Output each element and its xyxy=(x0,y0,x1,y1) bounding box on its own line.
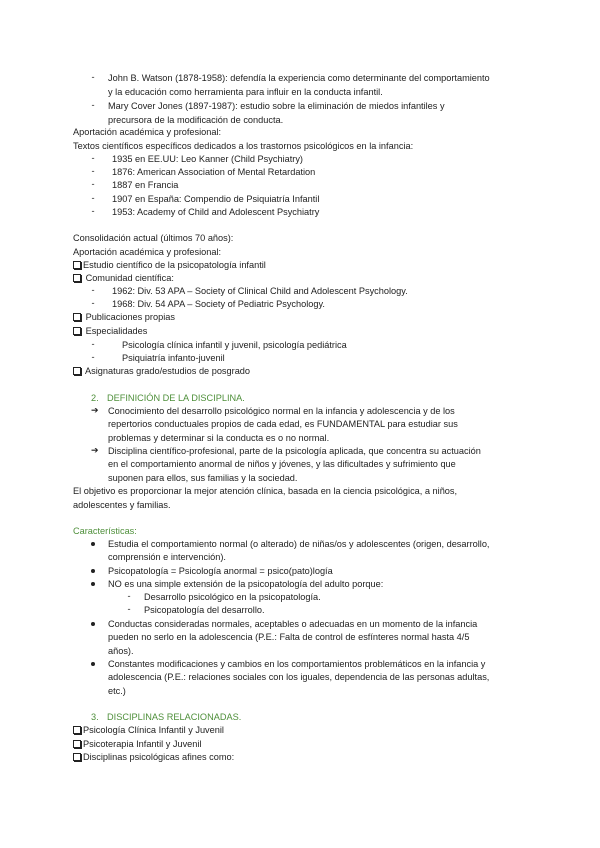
section-2-heading xyxy=(91,392,245,404)
checkbox-label: Estudio científico de la psicopatología infantil xyxy=(83,260,266,270)
dash-bullet: - xyxy=(91,352,95,362)
dot-bullet xyxy=(91,582,95,586)
definicion-2-line-1: Disciplina científico-profesional, parte de la psicología aplicada, que concentra su actuación xyxy=(108,446,481,456)
checkbox-bullet-icon xyxy=(73,753,81,761)
dash-bullet: - xyxy=(91,100,95,110)
checkbox-item xyxy=(73,724,224,736)
checkbox-label: Comunidad científica: xyxy=(85,273,174,283)
checkbox-label: Asignaturas grado/estudios de posgrado xyxy=(85,366,251,376)
dash-bullet: - xyxy=(91,339,95,349)
objetivo-line-2: adolescentes y familias. xyxy=(73,500,171,510)
checkbox-label: Publicaciones propias xyxy=(85,312,175,322)
checkbox-label: Disciplinas psicológicas afines como: xyxy=(83,752,235,762)
dash-bullet: - xyxy=(127,604,131,614)
dash-bullet: - xyxy=(91,166,95,176)
section-3-heading xyxy=(91,711,241,723)
checkbox-label: Psicoterapia Infantil y Juvenil xyxy=(83,739,202,749)
checkbox-item xyxy=(73,751,234,763)
definicion-1-line-3: problemas y determinar si la conducta es o no normal. xyxy=(108,433,330,443)
texto-item: 1876: American Association of Mental Retardation xyxy=(112,167,316,177)
caracteristica-5-line-2: adolescencia (P.E.: relaciones sociales con los iguales, dependencia de las personas adultas, xyxy=(108,672,490,682)
caracteristica-3-sub: Desarrollo psicológico en la psicopatología. xyxy=(144,592,321,602)
checkbox-item xyxy=(73,325,147,337)
objetivo-line-1: El objetivo es proporcionar la mejor atención clínica, basada en la ciencia psicológica, a niños, xyxy=(73,486,458,496)
section-number: 2. xyxy=(91,393,99,403)
caracteristica-1-line-1: Estudia el comportamiento normal (o alterado) de niñas/os y adolescentes (origen, desarrollo, xyxy=(108,539,490,549)
caracteristicas-heading: Características: xyxy=(73,526,137,536)
checkbox-bullet-icon xyxy=(73,367,81,375)
texto-item: 1887 en Francia xyxy=(112,180,179,190)
dash-bullet: - xyxy=(91,179,95,189)
definicion-1-line-1: Conocimiento del desarrollo psicológico normal en la infancia y adolescencia y de los xyxy=(108,406,455,416)
dot-bullet xyxy=(91,662,95,666)
texto-item: 1935 en EE.UU: Leo Kanner (Child Psychiatry) xyxy=(112,154,303,164)
especialidad-item: Psicología clínica infantil y juvenil, psicología pediátrica xyxy=(122,340,347,350)
caracteristica-4-line-1: Conductas consideradas normales, aceptables o adecuadas en un momento de la infancia xyxy=(108,619,478,629)
checkbox-bullet-icon xyxy=(73,726,81,734)
checkbox-item xyxy=(73,738,201,750)
jones-line-1: Mary Cover Jones (1897-1987): estudio sobre la eliminación de miedos infantiles y xyxy=(108,101,445,111)
section-title: DISCIPLINAS RELACIONADAS. xyxy=(107,712,242,722)
section-title: DEFINICIÓN DE LA DISCIPLINA. xyxy=(107,393,245,403)
texto-item: 1907 en España: Compendio de Psiquiatría Infantil xyxy=(112,194,320,204)
arrow-bullet-icon: ➔ xyxy=(91,405,99,415)
definicion-2-line-2: en el comportamiento anormal de niños y jóvenes, y las dificultades y sufrimiento que xyxy=(108,459,456,469)
definicion-1-line-2: repertorios conductuales propios de cada edad, es FUNDAMENTAL para estudiar sus xyxy=(108,419,458,429)
checkbox-bullet-icon xyxy=(73,327,81,335)
caracteristica-5-line-3: etc.) xyxy=(108,686,126,696)
caracteristica-2: Psicopatología = Psicología anormal = psico(pato)logía xyxy=(108,566,333,576)
checkbox-item xyxy=(73,259,266,271)
definicion-2-line-3: suponen para ellos, sus familias y la sociedad. xyxy=(108,473,298,483)
checkbox-bullet-icon xyxy=(73,274,81,282)
consolidacion-aportacion: Aportación académica y profesional: xyxy=(73,247,222,257)
checkbox-bullet-icon xyxy=(73,261,81,269)
checkbox-item xyxy=(73,272,174,284)
textos-heading: Textos científicos específicos dedicados a los trastornos psicológicos en la infancia: xyxy=(73,141,414,151)
caracteristica-1-line-2: comprensión e intervención). xyxy=(108,552,226,562)
dot-bullet xyxy=(91,622,95,626)
dash-bullet: - xyxy=(91,285,95,295)
division-item: 1962: Div. 53 APA – Society of Clinical Child and Adolescent Psychology. xyxy=(112,286,408,296)
texto-item: 1953: Academy of Child and Adolescent Psychiatry xyxy=(112,207,320,217)
caracteristica-4-line-3: años). xyxy=(108,646,134,656)
watson-line-1: John B. Watson (1878-1958): defendía la experiencia como determinante del comportamiento xyxy=(108,73,490,83)
dash-bullet: - xyxy=(91,193,95,203)
dash-bullet: - xyxy=(91,206,95,216)
consolidacion-heading: Consolidación actual (últimos 70 años): xyxy=(73,233,234,243)
checkbox-label: Psicología Clínica Infantil y Juvenil xyxy=(83,725,224,735)
checkbox-label: Especialidades xyxy=(85,326,148,336)
dash-bullet: - xyxy=(91,153,95,163)
dot-bullet xyxy=(91,542,95,546)
dash-bullet: - xyxy=(91,298,95,308)
checkbox-bullet-icon xyxy=(73,740,81,748)
section-number: 3. xyxy=(91,712,99,722)
dot-bullet xyxy=(91,569,95,573)
caracteristica-3-sub: Psicopatología del desarrollo. xyxy=(144,605,265,615)
dash-bullet: - xyxy=(91,72,95,82)
arrow-bullet-icon: ➔ xyxy=(91,445,99,455)
division-item: 1968: Div. 54 APA – Society of Pediatric Psychology. xyxy=(112,299,325,309)
jones-line-2: precursora de la modificación de conducta. xyxy=(108,115,284,125)
dash-bullet: - xyxy=(127,591,131,601)
aportacion-heading: Aportación académica y profesional: xyxy=(73,127,222,137)
watson-line-2: y la educación como herramienta para influir en la conducta infantil. xyxy=(108,87,383,97)
caracteristica-5-line-1: Constantes modificaciones y cambios en los comportamientos problemáticos en la infancia y xyxy=(108,659,486,669)
checkbox-bullet-icon xyxy=(73,313,81,321)
checkbox-item xyxy=(73,311,175,323)
especialidad-item: Psiquiatría infanto-juvenil xyxy=(122,353,225,363)
caracteristica-4-line-2: pueden no serlo en la adolescencia (P.E.: Falta de control de esfínteres normal hasta 4/5 xyxy=(108,632,470,642)
caracteristica-3: NO es una simple extensión de la psicopatología del adulto porque: xyxy=(108,579,384,589)
checkbox-item xyxy=(73,365,250,377)
